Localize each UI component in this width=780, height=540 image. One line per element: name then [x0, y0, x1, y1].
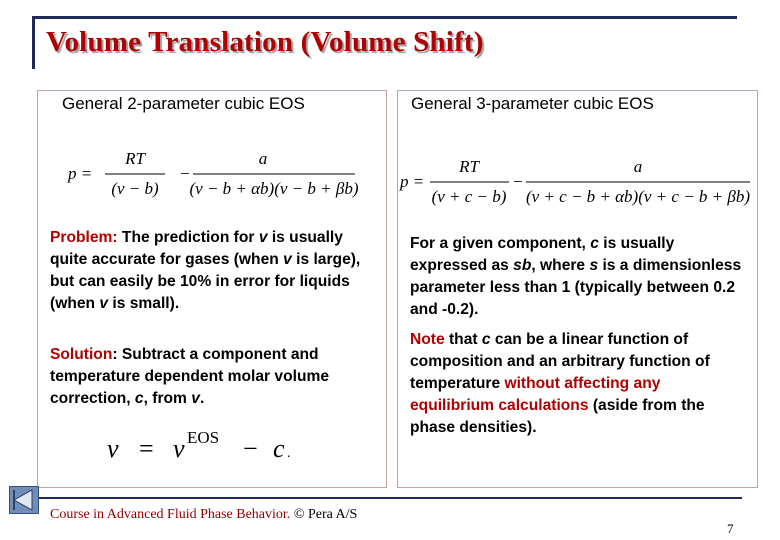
problem-text-3: is large), but can easily be 10% in error for liquids (when [50, 251, 361, 312]
var-c: c [590, 235, 599, 252]
eq-num1: RT [459, 157, 479, 176]
page-number: 7 [727, 521, 734, 536]
solution-label: Solution [50, 346, 113, 363]
para2-highlight: without affecting any equilibrium calculations [410, 375, 661, 414]
var-c: c [134, 390, 144, 407]
slide-title: Volume Translation (Volume Shift) [46, 26, 484, 58]
eq-den1: (v − b) [111, 179, 159, 198]
problem-text-1: The prediction for [117, 229, 259, 246]
solution-text-3: . [199, 390, 205, 407]
var-v: v [283, 251, 292, 268]
back-arrow-icon [10, 487, 38, 513]
var-c: c [481, 331, 491, 348]
shift-c: c [273, 434, 285, 463]
shift-sup: EOS [187, 428, 220, 447]
right-panel-heading: General 3-parameter cubic EOS [411, 94, 654, 113]
shift-lhs: v [107, 434, 119, 463]
para2-text-2: can be a linear function of composition and an arbitrary function of temperature [410, 331, 710, 392]
var-v: v [258, 229, 268, 246]
shift-minus: − [243, 434, 258, 463]
eq-den1: (v + c − b) [431, 187, 507, 206]
note-label: Note [410, 331, 445, 348]
para2-text-1: that [444, 331, 482, 348]
var-sb: sb [513, 257, 532, 274]
para1-text-4: is a dimensionless parameter less than 1 (typically between 0.2 and -0.2). [410, 257, 742, 318]
shift-dot: . [287, 446, 291, 461]
back-navigation-icon[interactable] [9, 486, 39, 514]
problem-text-2: is usually quite accurate for gases (when [50, 229, 343, 268]
eq-p: p = [400, 172, 425, 191]
left-panel-heading: General 2-parameter cubic EOS [62, 94, 305, 113]
footer-rule [32, 497, 742, 499]
component-paragraph [410, 233, 745, 321]
shift-v: v [173, 434, 185, 463]
para1-text-2: is usually expressed as [410, 235, 675, 274]
footer-text [50, 507, 357, 523]
solution-paragraph [50, 344, 380, 410]
var-s: s [589, 257, 599, 274]
eq-num1: RT [125, 149, 145, 168]
eq-p: p = [68, 164, 93, 183]
left-panel [37, 90, 387, 488]
left-eos-equation [63, 147, 363, 203]
footer-copyright: © Pera A/S [290, 507, 358, 522]
eq-minus: − [179, 164, 191, 183]
shift-eq: = [139, 434, 154, 463]
problem-paragraph [50, 227, 380, 315]
eq-den2: (v + c − b + αb)(v + c − b + βb) [525, 187, 751, 206]
eq-den2: (v − b + αb)(v − b + βb) [189, 179, 359, 198]
problem-text-4: is small). [108, 295, 180, 312]
para1-text-3: , where [531, 257, 590, 274]
problem-label: Problem: [50, 229, 118, 246]
note-paragraph [410, 329, 745, 439]
footer-course: Course in Advanced Fluid Phase Behavior. [50, 507, 291, 522]
solution-text-2: , from [143, 390, 192, 407]
right-panel [397, 90, 758, 488]
eq-num2: a [258, 149, 268, 168]
eq-num2: a [633, 157, 643, 176]
eq-minus: − [512, 172, 524, 191]
para2-text-3: (aside from the phase densities). [410, 397, 705, 436]
var-v: v [99, 295, 109, 312]
para1-text-1: For a given component, [410, 235, 591, 252]
right-eos-equation [398, 155, 754, 211]
solution-text-1: : Subtract a component and temperature dependent molar volume correction, [50, 346, 330, 407]
var-v: v [191, 390, 200, 407]
volume-shift-equation [103, 423, 333, 465]
